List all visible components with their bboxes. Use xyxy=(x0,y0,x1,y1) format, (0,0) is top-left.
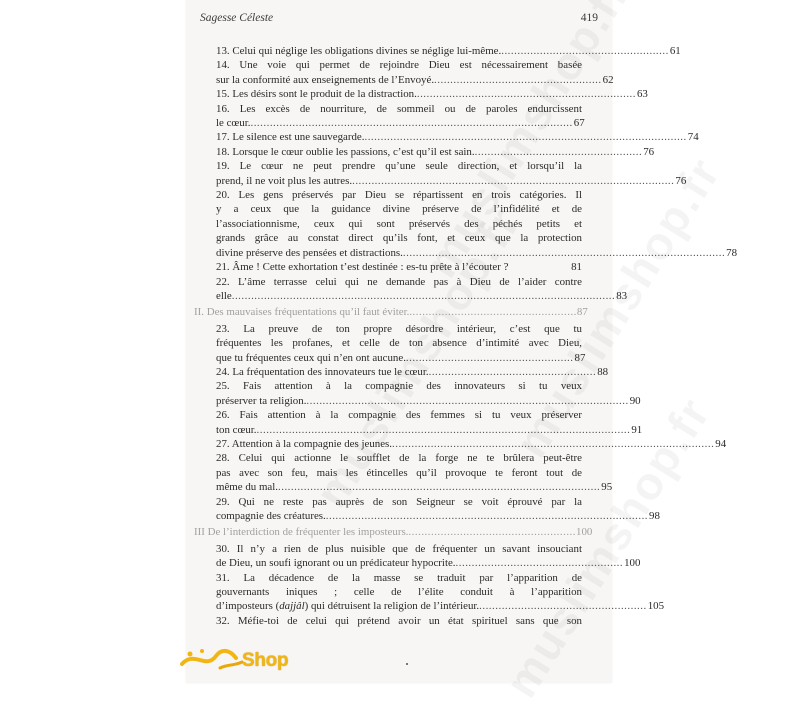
running-head xyxy=(200,12,598,28)
entry-text: 28. Celui qui actionne le soufflet de la forge ne te brûlera peut-être xyxy=(216,452,582,465)
toc-entry-29: 29. Qui ne reste pas auprès de son Seigneur se voit éprouvé par la compagnie des créatures. .................................................................................................... 98 xyxy=(216,495,660,522)
entry-text: 27. Attention à la compagnie des jeunes. xyxy=(216,437,393,450)
toc-entry-22: 22. L’âme terrasse celui qui ne demande pas à Dieu de l’aider contre elle ....................................................................................................................... 83 xyxy=(216,275,628,302)
entry-text: de Dieu, un soufi ignorant ou un prédicateur hypocrite. xyxy=(216,557,456,570)
entry-page: 74 xyxy=(687,131,699,144)
entry-text: 18. Lorsque le cœur oublie les passions, c’est qu’il est sain. xyxy=(216,145,475,158)
entry-page: 95 xyxy=(601,481,613,494)
entry-page: 61 xyxy=(669,45,681,57)
entry-page: 87 xyxy=(574,351,586,364)
entry-text: 23. La preuve de ton propre désordre intérieur, c’est que tu xyxy=(216,322,582,335)
toc-entry-23: 23. La preuve de ton propre désordre intérieur, c’est que tu fréquentes les profanes, et celle de ton absence d’intimité avec Dieu, que tu fréquentes ceux qui n’en ont aucune. .................................................... 87 xyxy=(216,322,586,364)
entry-page: 90 xyxy=(629,394,641,407)
toc-entry-25: 25. Fais attention à la compagnie des innovateurs si tu veux préserver ta religion. .................................................................................................... 90 xyxy=(216,380,641,407)
section-title: II. Des mauvaises fréquentations qu’il faut éviter. xyxy=(194,306,410,319)
table-of-contents xyxy=(194,44,738,628)
shop-logo[interactable] xyxy=(180,640,310,680)
italic-term: dajjâl xyxy=(279,600,305,613)
toc-entry-30: 30. Il n’y a rien de plus nuisible que de fréquenter un savant insouciant de Dieu, un soufi ignorant ou un prédicateur hypocrite. .................................................... 100 xyxy=(216,542,641,570)
logo-swoosh-icon xyxy=(180,644,250,676)
toc-entry-18: 18. Lorsque le cœur oublie les passions, c’est qu’il est sain. .................................................... 76 xyxy=(216,145,655,158)
entry-text: d’imposteurs (dajjâl) qui détruisent la religion de l’intérieur. xyxy=(216,600,480,613)
page-number: 419 xyxy=(580,12,598,24)
entry-text: 14. Une voie qui permet de rejoindre Dieu est nécessairement basée xyxy=(216,59,582,72)
entry-text: y a ceux que la guidance divine préserve de l’infidélité et de xyxy=(216,203,582,216)
entry-page: 76 xyxy=(643,145,655,158)
entry-text: 31. La décadence de la masse se traduit par l’apparition de xyxy=(216,571,582,584)
toc-entry-31: 31. La décadence de la masse se traduit par l’apparition de gouvernants iniques ; celle de l’élite conduit à l’apparition d’imposteurs (dajjâl) qui détruisent la religion de l’intérieur. .................................................... 105 xyxy=(216,571,665,613)
entry-text: elle xyxy=(216,289,232,302)
entry-text: 20. Les gens préservés par Dieu se répartissent en trois catégories. Il xyxy=(216,189,582,202)
entry-text: 25. Fais attention à la compagnie des innovateurs si tu veux xyxy=(216,380,582,393)
entry-text: 22. L’âme terrasse celui qui ne demande pas à Dieu de l’aider contre xyxy=(216,275,582,288)
entry-text: fréquentes les profanes, et celle de ton absence d’intimité avec Dieu, xyxy=(216,337,582,350)
entry-page: 105 xyxy=(647,600,665,613)
toc-entry-20: 20. Les gens préservés par Dieu se répartissent en trois catégories. Il y a ceux que la guidance divine préserve de l’infidélité et de l’associationnisme, ceux qui sont préservés des péchés petits et grands grâce au constat direct qu’ils font, et ceux que la protection divine préserve des pensées et distractions. .................................................................................................... 78 xyxy=(216,189,738,259)
entry-text: 17. Le silence est une sauvegarde. xyxy=(216,131,365,144)
entry-text: gouvernants iniques ; celle de l’élite conduit à l’apparition xyxy=(216,586,582,599)
entry-text: compagnie des créatures. xyxy=(216,510,326,522)
entry-text: préserver ta religion. xyxy=(216,394,307,407)
toc-entry-19: 19. Le cœur ne peut prendre qu’une seule direction, et lorsqu’il la prend, il ne voit plus les autres. .................................................................................................... 76 xyxy=(216,160,687,187)
entry-text: pas avec son feu, mais les étincelles qu’il provoque te feront tout de xyxy=(216,466,582,479)
entry-text: 32. Méfie-toi de celui qui prétend avoir un état spirituel sans que son xyxy=(216,614,582,627)
book-page xyxy=(186,0,738,683)
entry-text: 30. Il n’y a rien de plus nuisible que de fréquenter un savant insouciant xyxy=(216,542,582,555)
entry-text: le cœur. xyxy=(216,117,251,130)
toc-entry-26: 26. Fais attention à la compagnie des femmes si tu veux préserver ton cœur. .................................................................................................................... 91 xyxy=(216,409,643,436)
entry-text: 24. La fréquentation des innovateurs tue le cœur. xyxy=(216,365,429,378)
page-mark xyxy=(406,663,408,665)
toc-entry-21 xyxy=(216,260,582,274)
toc-entry-13: 13. Celui qui néglige les obligations divines se néglige lui-même. .................................................... 61 xyxy=(216,45,681,57)
entry-text: 26. Fais attention à la compagnie des femmes si tu veux préserver xyxy=(216,409,582,422)
toc-entry-17: 17. Le silence est une sauvegarde. .................................................................................................... 74 xyxy=(216,131,699,144)
toc-entry-32 xyxy=(216,614,582,628)
toc-entry-24: 24. La fréquentation des innovateurs tue le cœur. .................................................... 88 xyxy=(216,365,609,378)
entry-text: 21. Âme ! Cette exhortation t’est destinée : es-tu prête à l’écouter ? xyxy=(216,261,509,274)
entry-text: sur la conformité aux enseignements de l’Envoyé. xyxy=(216,73,435,86)
entry-text: ton cœur. xyxy=(216,423,257,436)
toc-section-3: III De l’interdiction de fréquenter les imposteurs. .................................................... 100 xyxy=(194,526,593,539)
toc-section-2: II. Des mauvaises fréquentations qu’il faut éviter. .................................................... 87 xyxy=(194,306,588,319)
toc-entry-28: 28. Celui qui actionne le soufflet de la forge ne te brûlera peut-être pas avec son feu, mais les étincelles qu’il provoque te feront tout de même du mal. .................................................................................................... 95 xyxy=(216,452,613,494)
entry-text: 15. Les désirs sont le produit de la distraction. xyxy=(216,88,417,101)
toc-entry-16: 16. Les excès de nourriture, de sommeil ou de paroles endurcissent le cœur. .................................................................................................... 67 xyxy=(216,102,585,130)
toc-entry-27: 27. Attention à la compagnie des jeunes. .................................................................................................... 94 xyxy=(216,437,727,450)
entry-page: 100 xyxy=(624,557,641,570)
entry-page: 63 xyxy=(636,88,648,101)
entry-text: 13. Celui qui néglige les obligations divines se néglige lui-même. xyxy=(216,45,502,57)
section-page: 87 xyxy=(576,306,588,319)
entry-text: que tu fréquentes ceux qui n’en ont aucune. xyxy=(216,351,406,364)
entry-text: 29. Qui ne reste pas auprès de son Seigneur se voit éprouvé par la xyxy=(216,495,582,508)
toc-entry-14: 14. Une voie qui permet de rejoindre Dieu est nécessairement basée sur la conformité aux enseignements de l’Envoyé. .................................................... 62 xyxy=(216,59,614,86)
entry-text: même du mal. xyxy=(216,481,278,494)
entry-text: l’associationnisme, ceux qui sont préservés des péchés petits et xyxy=(216,217,582,230)
entry-page: 98 xyxy=(649,510,660,522)
entry-page: 81 xyxy=(571,261,582,274)
entry-text: 19. Le cœur ne peut prendre qu’une seule direction, et lorsqu’il la xyxy=(216,160,582,173)
section-title: III De l’interdiction de fréquenter les imposteurs. xyxy=(194,526,409,539)
entry-page: 94 xyxy=(715,437,727,450)
entry-page: 88 xyxy=(597,365,609,378)
toc-entry-15: 15. Les désirs sont le produit de la distraction. .................................................................... 63 xyxy=(216,88,648,101)
entry-page: 62 xyxy=(602,73,614,86)
section-page: 100 xyxy=(576,526,593,539)
book-title: Sagesse Céleste xyxy=(200,12,274,24)
entry-page: 91 xyxy=(631,423,643,436)
entry-page: 76 xyxy=(675,174,687,187)
entry-page: 83 xyxy=(616,289,628,302)
entry-text: grands grâce au constat direct qu’ils font, et ceux que la protection xyxy=(216,232,582,245)
entry-page: 78 xyxy=(726,246,738,259)
entry-text: divine préserve des pensées et distractions. xyxy=(216,246,403,259)
logo-text: Shop xyxy=(242,650,289,671)
entry-text: 16. Les excès de nourriture, de sommeil ou de paroles endurcissent xyxy=(216,102,582,115)
entry-text: prend, il ne voit plus les autres. xyxy=(216,174,353,187)
entry-page: 67 xyxy=(573,117,585,130)
